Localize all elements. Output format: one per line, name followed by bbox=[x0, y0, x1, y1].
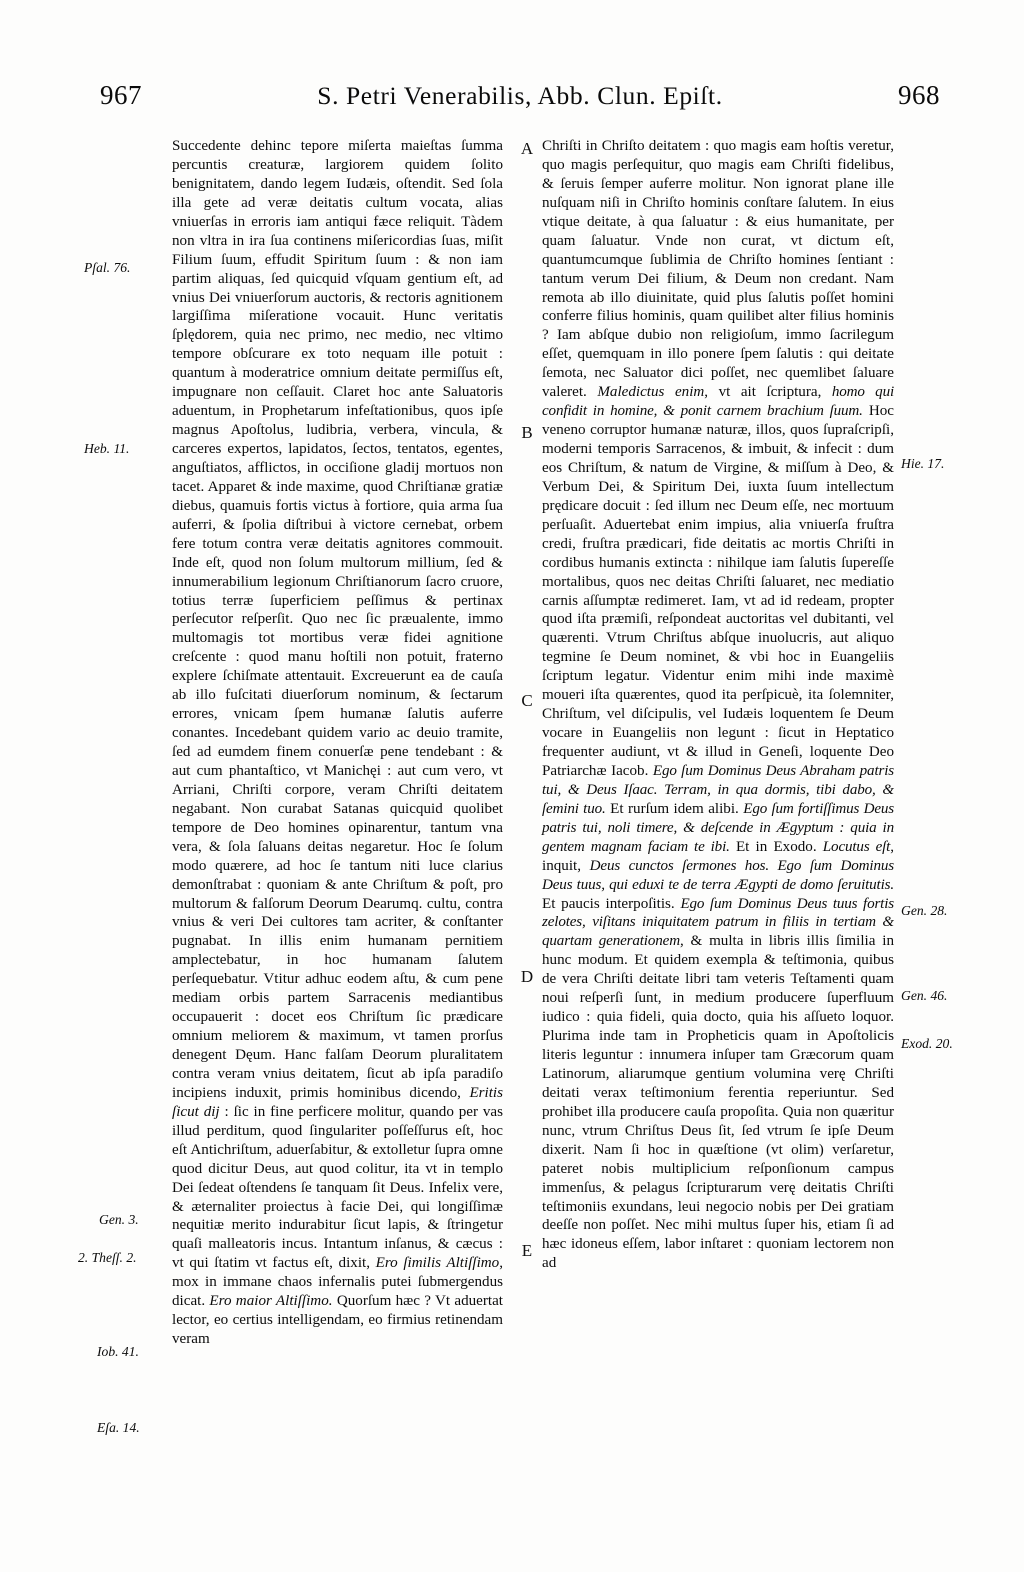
margin-citation: Hie. 17. bbox=[901, 456, 945, 471]
page-title: S. Petri Venerabilis, Abb. Clun. Epiſt. bbox=[317, 81, 723, 110]
body-text-segment: , vt ait ſcriptura, bbox=[704, 384, 832, 401]
body-text-segment: Eritis ſicut dij bbox=[172, 1084, 503, 1120]
margin-citation: Gen. 3. bbox=[99, 1212, 139, 1227]
body-text-segment: Hoc veneno corruptor humanæ naturæ, illos, quos ſupraſcripſi, moderni temporis Sarracenos, & imbuit, & infecit : dum eos Chriſtum, & natum de Virgine, & miſſum à Deo, & Verbum Dei, & Spiritum Dei, iuxta ſuum intellectum prędicare docuit : ſed illum nec Deum eſſe, nec mortuum perſuaſit. Aduertebat enim impius, alia vniuerſa fruſtra credi, fruſtra prædicari, fide deitatis ac mortis Chriſti in cordibus humanis extincta : nihilque iam ſalutis ſupereſſe mortalibus, quos nec deitas Chriſti ſaluaret, nec mediatio carnis aſſumptæ redimeret. Iam, vt ad id redeam, propter quod iſta præmiſi, reſpondeat auctoritas vel dubitanti, vel quærenti. Vtrum Chriſtus abſque inuolucris, aut aliquo tegmine ſe Deum nominet, & vbi hoc in Euangeliis ſcriptum legatur. Videntur enim mihi inde maximè moueri iſta quærentes, quod ita perſpicuè, ita ſolemniter, Chriſtum, vel diſcipulis, vel Iudæis loquentem ſe Deum vocare in Euangeliis non legunt : ſicut in Heptatico frequenter audiunt, vt & illud in Geneſi, loquente Deo Patriarchæ Iacob. bbox=[542, 403, 894, 779]
body-text-segment: Ego ſum Dominus Deus Abraham patris tui, & Deus Iſaac. Terram, in qua dormis, tibi dabo, & ſemini tuo. bbox=[542, 762, 894, 817]
body-text-segment: : ſic in fine perficere molitur, quando per vas illud perditum, quod ſingulariter poſſeſſurus eſt, hoc eſt Antichriſtum, aduerſabitur, & extolletur ſupra omne quod dicitur Deus, aut quod colitur, ita vt in templo Dei ſedeat oſtendens ſe tanquam ſit Deus. Infelix vere, & æternaliter proiectus à facie Dei, qui longiſſimæ nequitiæ merito indurabitur ſicut lapis, & ſtringetur quaſi malleatoris incus. Intantum inſanus, & cæcus : vt qui ſtatim vt factus eſt, dixit, bbox=[172, 1103, 503, 1272]
body-text-segment: Et in Exodo. bbox=[729, 838, 823, 855]
body-text-segment: Ego ſum Dominus Deus tuus fortis zelotes, viſitans iniquitatem patrum in filiis in tertiam & quartam generationem bbox=[542, 895, 894, 950]
section-letter: E bbox=[521, 1241, 533, 1260]
body-text-segment: Et paucis interpoſitis. bbox=[542, 895, 681, 912]
body-text-segment: Maledictus enim bbox=[597, 384, 705, 401]
body-text-segment: , & multa in libris illis ſimilia in hunc modum. Et quidem exempla & teſtimonia, quibus de vera Chriſti deitate libri tam veteris Teſtamenti quam noui reſperſi ſunt, in medium producere ſuperfluum iudico : quia fideli, quia docto, quia his aſſueto loquor. Plurima inde tam in Propheticis quam in Apoſtolicis literis leguntur : innumera inſuper tam Græcorum quam Latinorum, aliarumque gentium volumina verę Chriſti deitati verax teſtimonium ferentia reperiuntur. Sed prohibet illa producere cauſa propoſita. Quia non quæritur nunc, vtrum Chriſtus Deus ſit, ſed vtrum ſe ipſe Deum dixerit. Nam ſi hoc in quæſtione (vt olim) verſaretur, pateret nobis multiplicium reſponſionum campus immenſus, & pelagus ſcripturarum verę deitatis Chriſti teſtimoniis exundans, leui negocio nobis per Dei gratiam deeſſe non poſſet. Nec mihi multus ſuper his, etiam ſi ad hæc idoneus eſſem, labor inſtaret : quoniam lectorem non ad bbox=[542, 933, 894, 1272]
body-text-segment: Ero ſimilis Altiſſimo bbox=[375, 1255, 500, 1272]
body-text-segment: homo qui confidit in homine, & ponit carnem brachium ſuum. bbox=[542, 384, 895, 420]
body-text-segment: Quorſum hæc ? Vt aduertat lector, eo certius intelligendam, eo firmius retinendam veram bbox=[172, 1293, 503, 1348]
text-column-right bbox=[542, 137, 894, 1273]
body-text-segment: , mox in immane chaos infernalis putei ſubmergendus dicat. bbox=[172, 1255, 504, 1310]
folio-number-right: 968 bbox=[898, 80, 940, 110]
margin-citation: Heb. 11. bbox=[84, 441, 130, 456]
section-letter: B bbox=[521, 423, 533, 442]
margin-citation: 2. Theſſ. 2. bbox=[78, 1250, 137, 1265]
text-column-left bbox=[172, 137, 503, 1349]
margin-citation: Eſa. 14. bbox=[97, 1420, 140, 1435]
body-text-segment: Succedente dehinc tepore miſerta maieſtas ſumma percuntis creaturæ, largiorem quidem ſolito benignitatem, dando legem Iudæis, oſtendit. Sed ſola illa gete ad veræ deitatis cultum vocata, alias vniuerſas in erroris iam antiqui fæce reliquit. Tàdem non vltra in ira ſua continens miſericordias ſuas, miſit Filium ſuum, effudit Spiritum ſuum : & non iam partim aliquas, ſed quicquid vſquam gentium eſt, ad vnius Dei vniuerſorum auctoris, & rectoris agnitionem largiſſima miſeratione vocauit. Hunc veritatis ſplędorem, quia nec primo, nec medio, nec vltimo tempore obſcurare ex toto nequam ille potuit : quantum à moderatrice omnium deitate permiſſus eſt, impugnare non ceſſauit. Claret hoc ante Saluatoris aduentum, in Prophetarum infeſtationibus, quos ipſe magnus Apoſtolus, ludibria, verbera, vincula, & carceres expertos, lapidatos, ſectos, tentatos, egentes, anguſtiatos, afflictos, in occiſione gladij mortuos non tacet. Apparet & inde maxime, quod Chriſtianæ gratiæ diebus, quamuis fortis victus à fortiore, quia arma ſua auferri, & ſpolia diſtribui à victore cernebat, orbem fere totum contra veræ deitatis agnitores commouit. Inde eſt, quod non ſolum multorum millium, ſed & innumerabilium legionum Chriſtianorum ſacro cruore, totius terræ ſuperficiem peſſimus & pertinax perſecutor reſperſit. Quo nec ſic præualente, immo multomagis tot mortibus veræ fidei agnitione creſcente : quod manu hoſtili non potuit, fraterno explere ſchiſmate attentauit. Excreuerunt ea de cauſa ab illo fuſcitati diuerſorum nominum, & ſectarum errores, vnicam ſpem humanæ ſalutis auferre conantes. Incedebant quidem vario ac deuio tramite, ſed ad eumdem finem conuerſæ pene tendebant : & aut cum phantaſtico, vt Manichęi : aut cum vero, vt Arriani, Chriſti corpore, veram Chriſti deitatem negabant. Non curabat Satanas quicquid quolibet tempore de Deo homines opinarentur, tantum vna vera, & ſola ſaluans deitas negaretur. Hoc ſe ſolum modo quærere, ad hoc ſe tantum niti luce clarius demonſtrabat : quoniam & ante Chriſtum & poſt, pro multorum & falſorum Deorum Dearumq. cultu, contra vnius & veri Dei cultores tam acriter, & conſtanter pugnabat. In illis enim humanam pernitiem amplectebatur, in hoc humanam ſalutem perſequebatur. Vtitur adhuc eodem aſtu, & cum pene mediam orbis partem Sarracenis mediantibus occupauerit : docet eos Chriſtum ſic prædicare omnium meliorem & maximum, vt tamen prorſus denegent Dęum. Hanc falſam Deorum pluralitatem contra veram vnius deitatem, ſicut ab ipſa paradiſo incipiens induxit, primis hominibus dicendo, bbox=[172, 138, 503, 1101]
body-text-segment: Deus cunctos ſermones hos. Ego ſum Dominus Deus tuus, qui eduxi te de terra Ægypti de domo ſeruitutis. bbox=[542, 857, 894, 893]
folio-number-left: 967 bbox=[100, 80, 142, 110]
margin-citation: Gen. 28. bbox=[901, 903, 948, 918]
body-text-segment: , inquit, bbox=[542, 838, 894, 874]
margin-citation: Exod. 20. bbox=[901, 1036, 953, 1051]
section-letter: C bbox=[521, 691, 533, 710]
section-letter: D bbox=[520, 967, 534, 986]
body-text-segment: Ego ſum fortiſſimus Deus patris tui, noli timere, & deſcende in Ægyptum : quia in gentem magnam faciam te ibi. bbox=[542, 800, 894, 855]
column-right-paragraph bbox=[542, 137, 894, 1273]
margin-citation: Iob. 41. bbox=[97, 1344, 139, 1359]
body-text-segment: Locutus eſt bbox=[822, 838, 891, 855]
body-text-segment: Ero maior Altiſſimo. bbox=[209, 1293, 333, 1310]
section-letter: A bbox=[520, 139, 534, 158]
margin-citation: Gen. 46. bbox=[901, 988, 948, 1003]
margin-citation: Pſal. 76. bbox=[84, 260, 131, 275]
running-head bbox=[100, 80, 940, 124]
body-text-segment: Chriſti in Chriſto deitatem : quo magis eam hoſtis veretur, quo magis perſequitur, quo magis eam Chriſti fidelibus, & ſeruis ſemper auferre molitur. Non ignorat plane ille nuſquam niſi in Chriſto hominis conſtare ſalutem. In eius vtique deitate, à qua ſaluatur : & eius humanitate, per quam ſaluatur. Vnde non curat, vt dictum eſt, quantumcumque ſublimia de Chriſto homines ſentiant : tantum verum Dei filium, & Deum non credant. Nam remota ab illo diuinitate, quid plus ſalutis poſſet homini conferre filius hominis, quam quilibet alter filius hominis ? Iam abſque dubio non religioſum, immo ſacrilegum eſſet, quemquam in illo ponere ſpem ſalutis : qui deitate ſemota, nec Saluator dici poſſet, nec quemlibet ſaluare valeret. bbox=[542, 138, 894, 401]
body-text-segment: Et rurſum idem alibi. bbox=[605, 800, 744, 817]
column-left-paragraph bbox=[172, 137, 503, 1349]
